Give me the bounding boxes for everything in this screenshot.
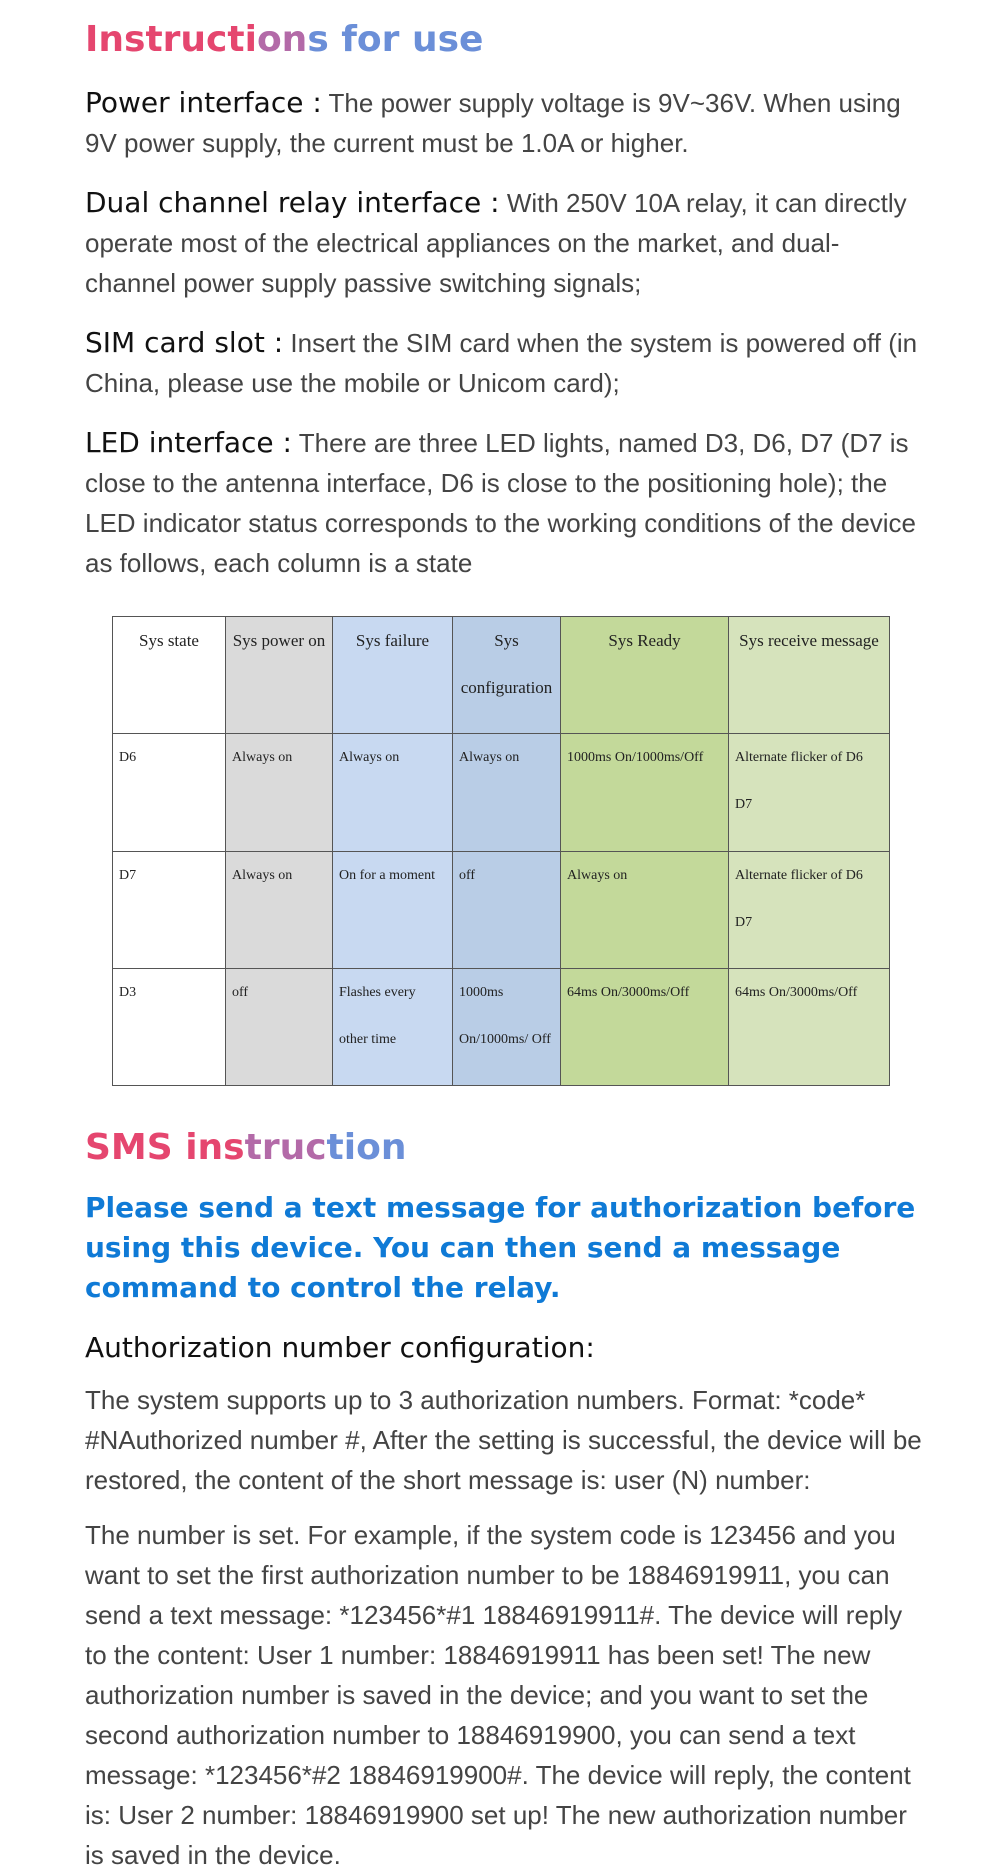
table-cell: Always on [226, 851, 333, 968]
relay-interface-paragraph [85, 183, 925, 303]
table-cell: D3 [113, 968, 226, 1085]
title-part: on [256, 19, 308, 60]
table-header-cell: Sys state [113, 617, 226, 734]
table-cell: Always on [333, 734, 453, 851]
table-header-cell: Sys Ready [561, 617, 729, 734]
table-cell: Always on [453, 734, 561, 851]
title-part: tion [326, 1127, 407, 1168]
table-row [113, 968, 890, 1085]
paragraph-text: Insert the SIM card when the system is powered off (in China, please use the mobile or Unicom card); [85, 328, 918, 398]
paragraph-label: Power interface : [85, 86, 322, 119]
title-part: SMS ins [85, 1127, 245, 1168]
led-interface-paragraph [85, 423, 925, 583]
table-header-cell: Sys configuration [453, 617, 561, 734]
table-cell: D6 [113, 734, 226, 851]
table-cell: Always on [226, 734, 333, 851]
title-part: Instructi [85, 19, 257, 60]
table-cell: Flashes every other time [333, 968, 453, 1085]
table-header-cell: Sys power on [226, 617, 333, 734]
title-part: truc [244, 1127, 327, 1168]
paragraph-text: The power supply voltage is 9V~36V. When using 9V power supply, the current must be 1.0A or higher. [85, 88, 901, 158]
paragraph-label: SIM card slot : [85, 326, 284, 359]
table-cell: D7 [113, 851, 226, 968]
power-interface-paragraph [85, 83, 925, 163]
table-row [113, 734, 890, 851]
table-header-cell: Sys receive message [729, 617, 890, 734]
paragraph-label: Dual channel relay interface : [85, 186, 500, 219]
led-state-table [112, 616, 890, 1086]
table-cell: off [226, 968, 333, 1085]
sim-slot-paragraph [85, 323, 925, 403]
paragraph-text: There are three LED lights, named D3, D6, D7 (D7 is close to the antenna interface, D6 is close to the positioning hole); the LED indicator status corresponds to the working conditions of the device as follows, each column is a state [85, 428, 917, 578]
paragraph-label: LED interface : [85, 426, 292, 459]
table-cell: 1000ms On/1000ms/Off [561, 734, 729, 851]
table-cell: off [453, 851, 561, 968]
table-cell: 64ms On/3000ms/Off [729, 968, 890, 1085]
table-cell: Alternate flicker of D6 D7 [729, 734, 890, 851]
authorization-subheading: Authorization number configuration: [85, 1331, 595, 1364]
table-cell: Alternate flicker of D6 D7 [729, 851, 890, 968]
authorization-note: Please send a text message for authorization before using this device. You can then send a message command to control the relay. [85, 1191, 916, 1304]
table-header-row [113, 617, 890, 734]
authorization-format-paragraph: The system supports up to 3 authorization numbers. Format: *code* #NAuthorized number #, After the setting is successful, the device will be restored, the content of the short message is: user (N) number: [85, 1385, 922, 1495]
table-cell: 64ms On/3000ms/Off [561, 968, 729, 1085]
authorization-example-paragraph: The number is set. For example, if the system code is 123456 and you want to set the first authorization number to be 18846919911, you can send a text message: *123456*#1 18846919911#. The device will reply to the content: User 1 number: 18846919911 has been set! The new authorization number is saved in the device; and you want to set the second authorization number to 18846919900, you can send a text message: *123456*#2 18846919900#. The device will reply, the content is: User 2 number: 18846919900 set up! The new authorization number is saved in the device. [85, 1520, 911, 1870]
table-row [113, 851, 890, 968]
table-cell: 1000ms On/1000ms/ Off [453, 968, 561, 1085]
paragraph-text: With 250V 10A relay, it can directly operate most of the electrical appliances on the market, and dual-channel power supply passive switching signals; [85, 188, 907, 298]
table-header-cell: Sys failure [333, 617, 453, 734]
table-cell: Always on [561, 851, 729, 968]
instructions-title [85, 18, 483, 62]
sms-instruction-title [85, 1126, 406, 1170]
table-cell: On for a moment [333, 851, 453, 968]
title-part: s for use [307, 19, 484, 60]
